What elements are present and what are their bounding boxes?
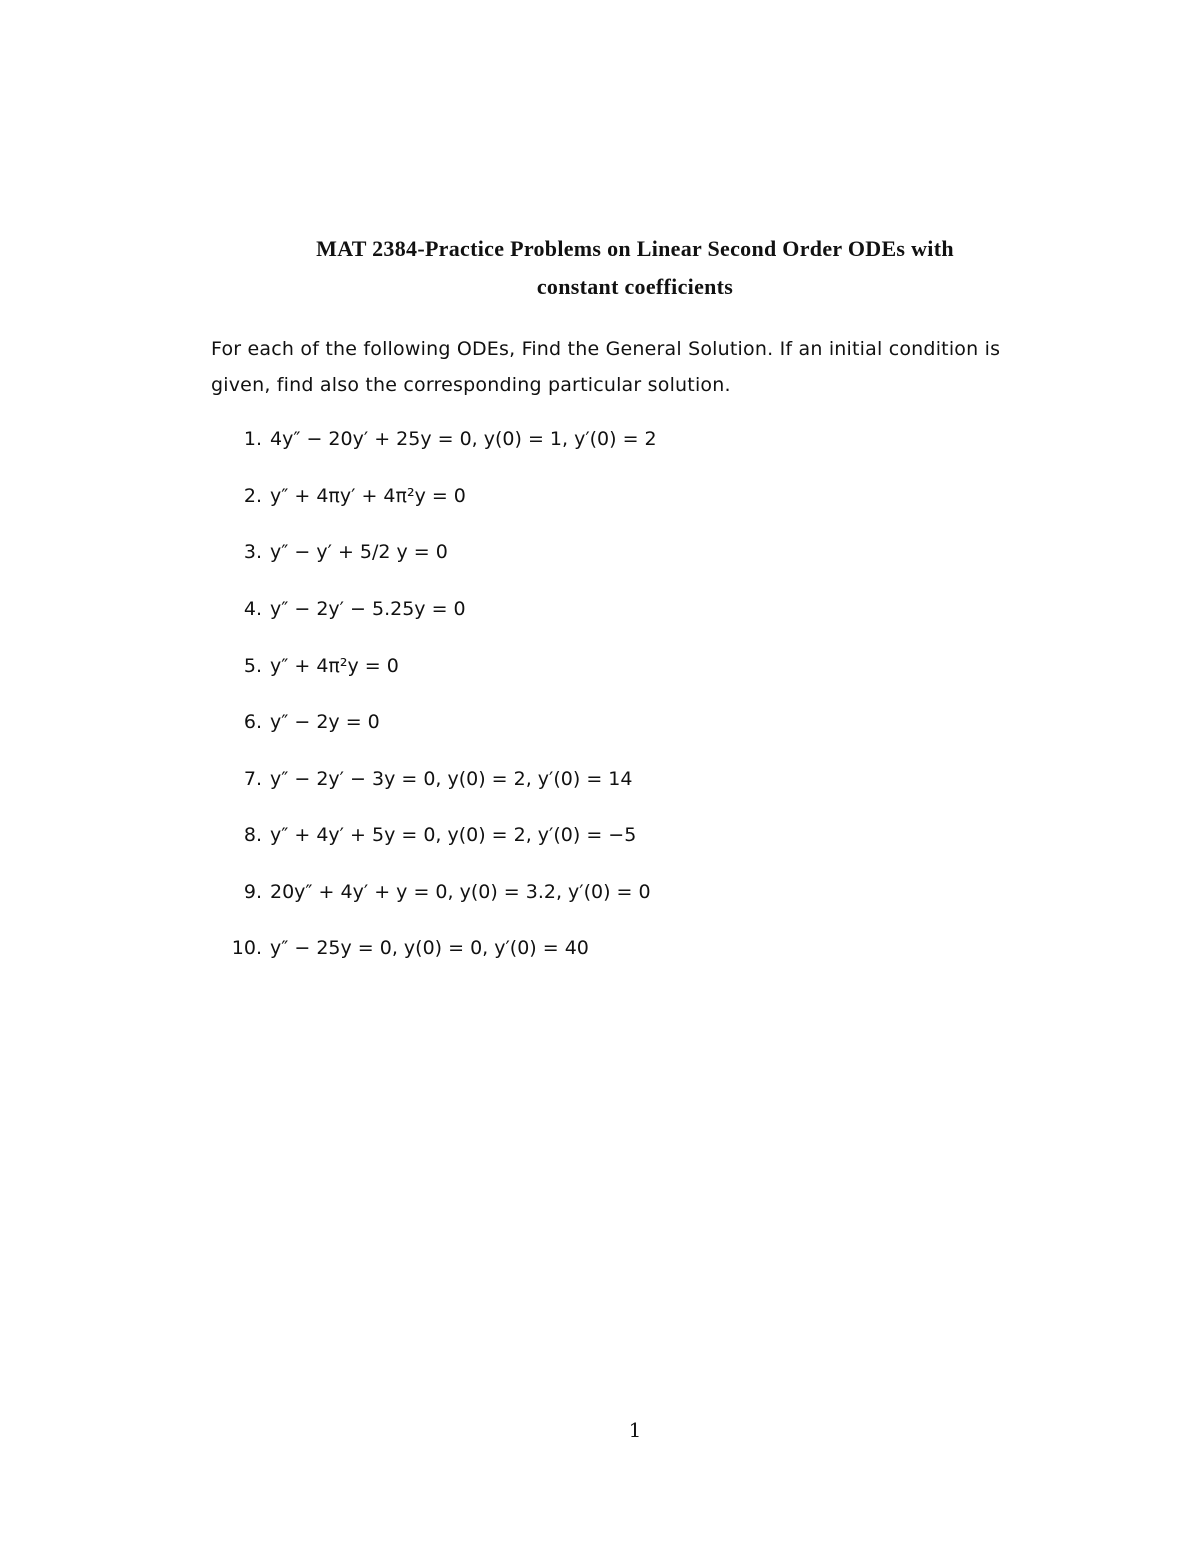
problem-5 [220, 655, 399, 685]
problem-equation: y″ + 4y′ + 5y = 0, y(0) = 2, y′(0) = −5 [270, 824, 637, 846]
problem-number: 4. [243, 598, 262, 620]
problem-8 [220, 824, 636, 854]
problem-3 [220, 541, 448, 571]
problem-number: 5. [243, 655, 262, 677]
instructions-line-1: For each of the following ODEs, Find the General Solution. If an initial condition is [211, 338, 1001, 360]
problem-equation: y″ − 2y′ − 5.25y = 0 [270, 598, 466, 620]
problem-number: 3. [243, 541, 262, 563]
problem-2 [220, 485, 466, 515]
document-title-line-2: constant coefficients [536, 274, 734, 299]
problem-equation: y″ − 2y = 0 [270, 711, 380, 733]
page-number: 1 [628, 1418, 642, 1442]
problem-10 [220, 937, 589, 967]
problem-equation: y″ − y′ + 5/2 y = 0 [270, 541, 448, 563]
document-title-line-1: MAT 2384-Practice Problems on Linear Second Order ODEs with [316, 236, 954, 261]
problem-number: 1. [243, 428, 262, 450]
problem-equation: 4y″ − 20y′ + 25y = 0, y(0) = 1, y′(0) = 2 [270, 428, 657, 450]
problem-equation: y″ − 25y = 0, y(0) = 0, y′(0) = 40 [270, 937, 589, 959]
problem-6 [220, 711, 380, 741]
problem-equation: y″ − 2y′ − 3y = 0, y(0) = 2, y′(0) = 14 [270, 768, 633, 790]
problem-number: 9. [243, 881, 262, 903]
problem-equation: 20y″ + 4y′ + y = 0, y(0) = 3.2, y′(0) = 0 [270, 881, 651, 903]
problem-equation: y″ + 4π²y = 0 [270, 655, 399, 677]
problem-4 [220, 598, 466, 628]
instructions-line-2: given, find also the corresponding particular solution. [211, 374, 731, 396]
problem-number: 2. [243, 485, 262, 507]
problem-7 [220, 768, 632, 798]
problem-9 [220, 881, 651, 911]
problem-number: 6. [243, 711, 262, 733]
problem-equation: y″ + 4πy′ + 4π²y = 0 [270, 485, 466, 507]
problem-1 [220, 428, 657, 458]
problem-number: 10. [231, 937, 262, 959]
problem-number: 8. [243, 824, 262, 846]
problem-number: 7. [243, 768, 262, 790]
